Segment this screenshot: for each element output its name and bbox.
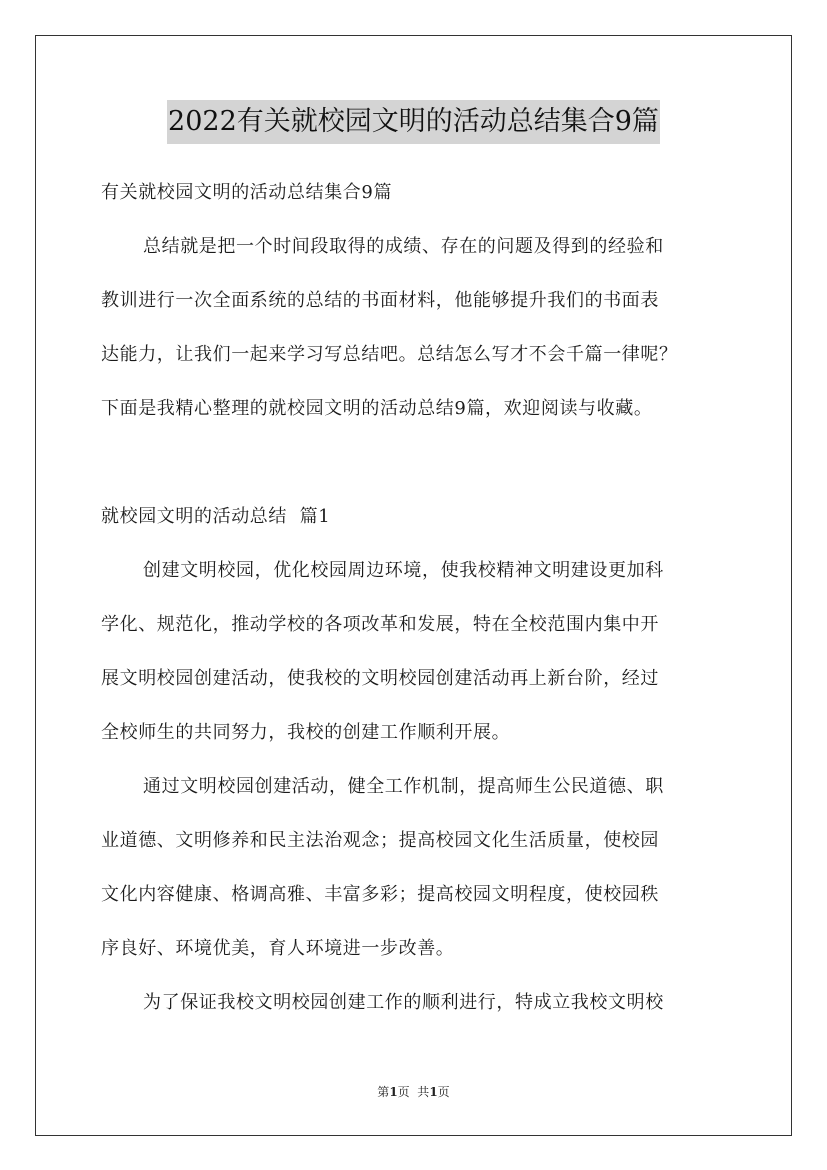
section-heading: 就校园文明的活动总结 篇1 (101, 506, 331, 527)
paragraph-gap (101, 436, 729, 490)
intro-line: 教训进行一次全面系统的总结的书面材料，他能够提升我们的书面表 (101, 290, 659, 311)
paragraph-line: 文化内容健康、格调高雅、丰富多彩；提高校园文明程度，使校园秩 (101, 884, 659, 905)
paragraph-line: 学化、规范化，推动学校的各项改革和发展，特在全校范围内集中开 (101, 614, 659, 635)
page-suffix: 页 (437, 1085, 450, 1099)
page-prefix: 第 (377, 1085, 390, 1099)
intro-line: 达能力，让我们一起来学习写总结吧。总结怎么写才不会千篇一律呢？ (101, 344, 678, 365)
paragraph-line: 通过文明校园创建活动，健全工作机制，提高师生公民道德、职 (143, 776, 664, 797)
paragraph-line: 创建文明校园，优化校园周边环境，使我校精神文明建设更加科 (143, 560, 664, 581)
page-footer (0, 1083, 827, 1100)
paragraph-line: 序良好、环境优美，育人环境进一步改善。 (101, 938, 455, 959)
paragraph-line: 业道德、文明修养和民主法治观念；提高校园文化生活质量，使校园 (101, 830, 659, 851)
intro-line: 下面是我精心整理的就校园文明的活动总结9篇，欢迎阅读与收藏。 (101, 398, 653, 419)
intro-line: 总结就是把一个时间段取得的成绩、存在的问题及得到的经验和 (143, 236, 664, 257)
paragraph-line: 为了保证我校文明校园创建工作的顺利进行，特成立我校文明校 (143, 992, 664, 1013)
page-total: 1 (429, 1085, 438, 1099)
page-current: 1 (389, 1085, 398, 1099)
document-title-text: 2022有关就校园文明的活动总结集合9篇 (167, 100, 660, 144)
paragraph-line: 全校师生的共同努力，我校的创建工作顺利开展。 (101, 722, 511, 743)
document-subtitle: 有关就校园文明的活动总结集合9篇 (101, 182, 393, 203)
document-title (0, 100, 827, 144)
paragraph-line: 展文明校园创建活动，使我校的文明校园创建活动再上新台阶，经过 (101, 668, 659, 689)
page-mid: 页 共 (397, 1085, 430, 1099)
document-body (101, 166, 729, 1030)
